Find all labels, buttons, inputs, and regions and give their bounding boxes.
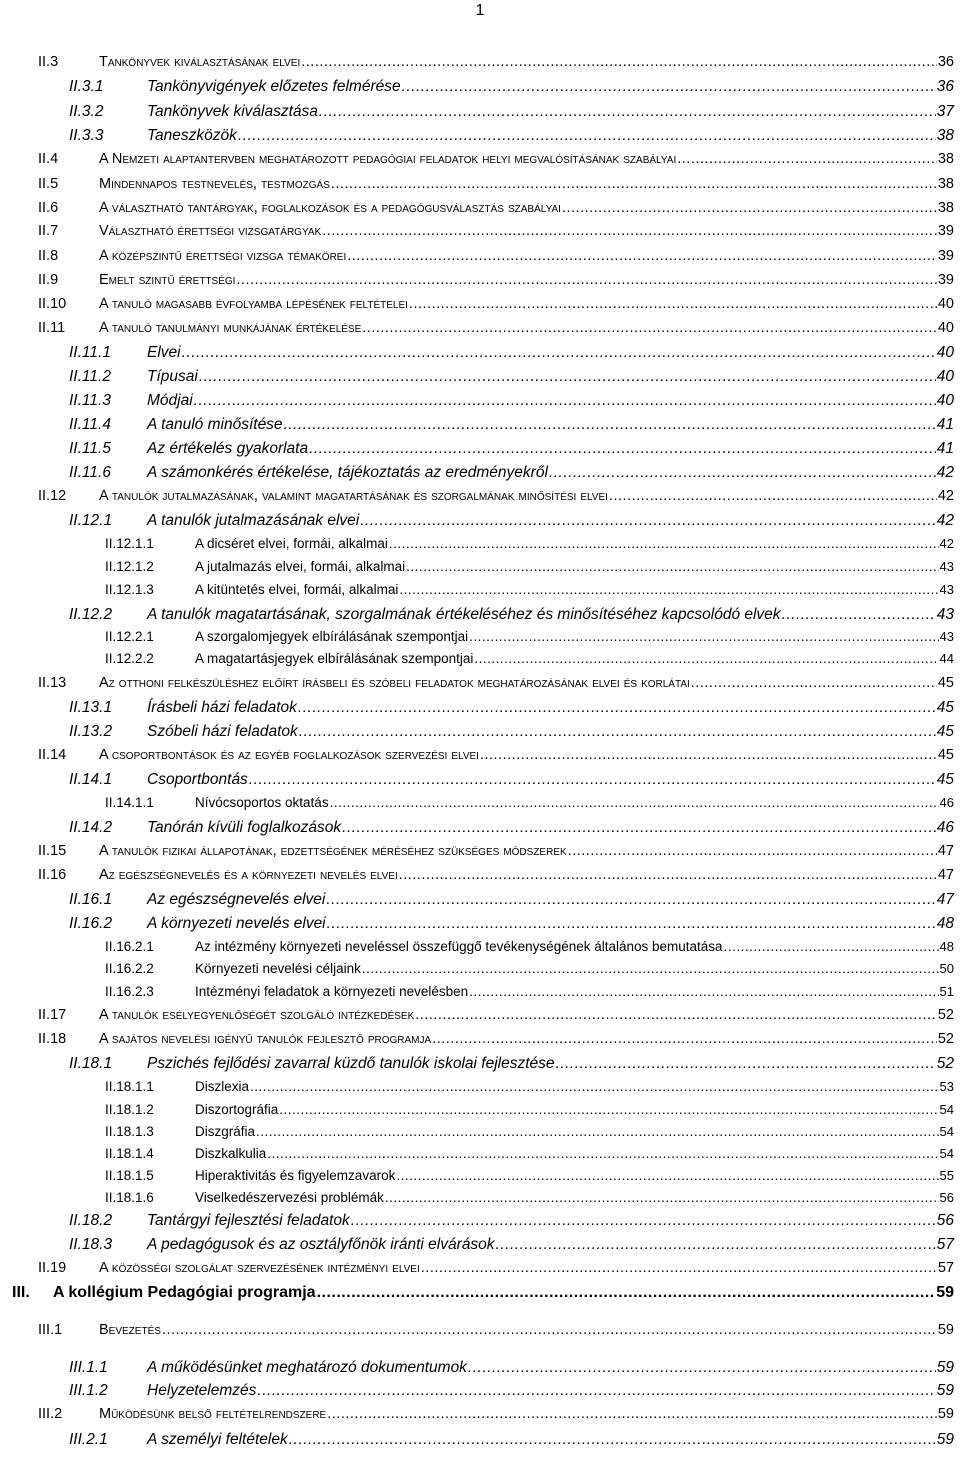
toc-entry-number: II.13.2	[69, 723, 113, 740]
toc-entry-title: Működésünk belső feltételrendszere	[99, 1406, 327, 1422]
toc-entry-number: II.12.2.2	[105, 651, 154, 666]
toc-dot-leader	[469, 984, 938, 999]
toc-entry-page: 43	[939, 582, 954, 597]
toc-entry[interactable]	[38, 200, 954, 216]
toc-dot-leader	[362, 320, 937, 336]
toc-entry-number: II.18	[38, 1031, 67, 1047]
toc-dot-leader	[256, 1124, 939, 1139]
toc-entry-number: II.14.1.1	[105, 795, 154, 810]
toc-entry-page: 59	[936, 1382, 954, 1399]
toc-entry-page: 42	[937, 488, 954, 504]
toc-entry-page: 48	[936, 915, 954, 932]
toc-entry-page: 42	[936, 464, 954, 481]
toc-dot-leader	[432, 1031, 937, 1047]
toc-entry-number: II.18.3	[69, 1236, 113, 1253]
toc-dot-leader	[250, 1079, 939, 1094]
toc-entry[interactable]	[69, 127, 954, 145]
toc-entry-page: 45	[936, 723, 954, 740]
toc-entry-page: 42	[936, 512, 954, 529]
toc-entry-title: A környezeti nevelés elvei	[147, 915, 326, 932]
toc-entry[interactable]	[69, 464, 954, 482]
toc-dot-leader	[609, 488, 937, 504]
toc-entry[interactable]	[38, 54, 954, 70]
toc-entry-page: 55	[939, 1168, 954, 1183]
toc-entry[interactable]	[105, 1146, 954, 1161]
toc-entry-title: A tanuló minősítése	[147, 416, 283, 433]
toc-entry-title: A személyi feltételek	[147, 1431, 288, 1448]
toc-entry[interactable]	[105, 1124, 954, 1139]
toc-dot-leader	[327, 915, 936, 933]
toc-entry-number: II.18.1.6	[105, 1190, 154, 1205]
toc-entry[interactable]	[105, 961, 954, 976]
toc-entry-number: II.16	[38, 867, 67, 883]
toc-dot-leader	[327, 1406, 937, 1422]
toc-entry[interactable]	[105, 1168, 954, 1183]
toc-entry-title: A szorgalomjegyek elbírálásának szempontjai	[195, 629, 469, 644]
toc-entry[interactable]	[38, 296, 954, 312]
toc-entry-page: 56	[936, 1212, 954, 1229]
toc-dot-leader	[319, 103, 936, 121]
toc-entry-page: 40	[937, 320, 954, 336]
toc-entry-title: A tanulók magatartásának, szorgalmának értékeléséhez és minősítéséhez kapcsolódó elvek	[147, 606, 781, 623]
toc-dot-leader	[385, 1190, 939, 1205]
toc-entry-number: II.14.1	[69, 771, 113, 788]
toc-entry-number: II.3.2	[69, 103, 104, 120]
toc-entry-number: II.11.3	[69, 392, 111, 409]
toc-entry[interactable]	[105, 1102, 954, 1117]
toc-dot-leader	[182, 344, 936, 362]
toc-entry[interactable]	[38, 1322, 954, 1338]
toc-entry-title: A csoportbontások és az egyéb foglalkozások szervezési elvei	[99, 747, 479, 763]
toc-entry-number: III.	[12, 1284, 30, 1301]
toc-dot-leader	[238, 127, 936, 145]
toc-entry-title: Az intézmény környezeti neveléssel összefüggő tevékenységének általános bemutatása	[195, 939, 723, 954]
toc-entry-page: 45	[936, 771, 954, 788]
toc-entry-title: Intézményi feladatok a környezeti nevelésben	[195, 984, 469, 999]
toc-entry-page: 54	[939, 1146, 954, 1161]
toc-entry[interactable]	[38, 843, 954, 859]
toc-entry-title: A tanuló magasabb évfolyamba lépésének feltételei	[99, 296, 408, 312]
toc-entry-number: II.18.1	[69, 1055, 113, 1072]
toc-entry-number: II.11.6	[69, 464, 111, 481]
toc-entry-title: Tankönyvigények előzetes felmérése	[147, 78, 401, 95]
toc-entry[interactable]	[105, 795, 954, 810]
toc-entry[interactable]	[105, 1079, 954, 1094]
toc-entry-title: A jutalmazás elvei, formái, alkalmai	[195, 559, 406, 574]
toc-entry-number: II.7	[38, 223, 59, 239]
toc-entry-page: 43	[939, 629, 954, 644]
toc-entry-page: 40	[936, 344, 954, 361]
toc-entry[interactable]	[69, 344, 954, 362]
toc-entry-number: III.2.1	[69, 1431, 108, 1448]
toc-entry[interactable]	[38, 272, 954, 288]
toc-dot-leader	[469, 629, 938, 644]
toc-entry-page: 40	[937, 296, 954, 312]
toc-entry-title: A számonkérés értékelése, tájékoztatás az eredményekről	[147, 464, 548, 481]
toc-dot-leader	[399, 867, 937, 883]
toc-dot-leader	[406, 559, 938, 574]
toc-entry-title: Írásbeli házi feladatok	[147, 699, 297, 716]
toc-dot-leader	[289, 1431, 936, 1449]
toc-entry-number: II.5	[38, 176, 59, 192]
toc-entry[interactable]	[38, 1031, 954, 1047]
toc-entry[interactable]	[69, 440, 954, 458]
toc-entry-number: II.18.1.2	[105, 1102, 154, 1117]
toc-dot-leader	[782, 606, 936, 624]
toc-entry-page: 52	[936, 1055, 954, 1072]
toc-entry-title: Diszgráfia	[195, 1124, 256, 1139]
toc-entry-page: 51	[939, 984, 954, 999]
toc-entry[interactable]	[12, 1284, 954, 1302]
toc-entry-page: 40	[936, 368, 954, 385]
toc-dot-leader	[301, 54, 937, 70]
toc-entry[interactable]	[38, 675, 954, 691]
toc-entry-page: 47	[937, 843, 954, 859]
toc-entry[interactable]	[38, 867, 954, 883]
toc-entry-title: A Nemzeti alaptantervben meghatározott pedagógiai feladatok helyi megvalósításának szabályai	[99, 151, 677, 167]
toc-entry-title: Az egészségnevelés elvei	[147, 891, 326, 908]
toc-entry-number: II.18.2	[69, 1212, 113, 1229]
toc-dot-leader	[362, 961, 939, 976]
toc-entry[interactable]	[69, 392, 954, 410]
toc-dot-leader	[402, 78, 936, 96]
toc-entry-number: II.8	[38, 248, 59, 264]
toc-entry-number: III.2	[38, 1406, 63, 1422]
toc-entry-title: Típusai	[147, 368, 198, 385]
toc-entry[interactable]	[38, 151, 954, 167]
toc-entry-number: II.12.1.3	[105, 582, 154, 597]
toc-entry[interactable]	[69, 416, 954, 434]
toc-entry[interactable]	[38, 747, 954, 763]
toc-entry-title: A kitüntetés elvei, formái, alkalmai	[195, 582, 399, 597]
toc-entry-page: 39	[937, 248, 954, 264]
toc-entry-number: II.15	[38, 843, 67, 859]
toc-entry-title: Szóbeli házi feladatok	[147, 723, 298, 740]
toc-dot-leader	[351, 1212, 936, 1230]
toc-entry-number: II.3	[38, 54, 59, 70]
toc-entry-page: 54	[939, 1124, 954, 1139]
toc-entry-number: II.16.2	[69, 915, 113, 932]
toc-entry-number: II.11.5	[69, 440, 111, 457]
toc-entry-page: 39	[937, 272, 954, 288]
toc-entry-title: A középszintű érettségi vizsga témakörei	[99, 248, 347, 264]
toc-entry-title: A működésünket meghatározó dokumentumok	[147, 1359, 467, 1376]
toc-entry-page: 45	[937, 747, 954, 763]
toc-entry-number: II.13	[38, 675, 67, 691]
toc-entry-number: III.1.1	[69, 1359, 108, 1376]
toc-entry-page: 38	[937, 200, 954, 216]
toc-dot-leader	[677, 151, 937, 167]
toc-entry-title: Tanórán kívüli foglalkozások	[147, 819, 342, 836]
toc-entry-number: II.11.1	[69, 344, 111, 361]
toc-entry-number: II.10	[38, 296, 67, 312]
toc-entry-title: Hiperaktivitás és figyelemzavarok	[195, 1168, 396, 1183]
toc-entry-page: 59	[937, 1406, 954, 1422]
toc-entry-page: 43	[939, 559, 954, 574]
toc-dot-leader	[347, 248, 937, 264]
toc-entry[interactable]	[38, 1007, 954, 1023]
toc-dot-leader	[309, 440, 936, 458]
toc-entry[interactable]	[69, 771, 954, 789]
toc-dot-leader	[199, 368, 936, 386]
toc-entry[interactable]	[105, 559, 954, 574]
toc-dot-leader	[409, 296, 937, 312]
toc-entry[interactable]	[69, 78, 954, 96]
toc-entry-page: 42	[939, 536, 954, 551]
toc-dot-leader	[724, 939, 939, 954]
toc-dot-leader	[568, 843, 937, 859]
toc-entry-title: A tanulók jutalmazásának, valamint magatartásának és szorgalmának minősítési elvei	[99, 488, 608, 504]
toc-entry[interactable]	[105, 651, 954, 666]
toc-entry-page: 41	[936, 416, 954, 433]
toc-dot-leader	[474, 651, 938, 666]
toc-entry-title: Viselkedészervezési problémák	[195, 1190, 384, 1205]
toc-dot-leader	[298, 699, 936, 717]
toc-entry-page: 59	[936, 1359, 954, 1376]
toc-entry-title: Nívócsoportos oktatás	[195, 795, 329, 810]
toc-entry-page: 46	[936, 819, 954, 836]
toc-entry-page: 53	[939, 1079, 954, 1094]
toc-entry-page: 57	[936, 1236, 954, 1253]
toc-entry[interactable]	[69, 1359, 954, 1377]
toc-entry-page: 38	[937, 176, 954, 192]
toc-entry[interactable]	[105, 629, 954, 644]
toc-dot-leader	[496, 1236, 936, 1254]
toc-entry[interactable]	[38, 488, 954, 504]
toc-entry-page: 50	[939, 961, 954, 976]
toc-dot-leader	[421, 1260, 937, 1276]
toc-entry-page: 56	[939, 1190, 954, 1205]
toc-entry-page: 45	[937, 675, 954, 691]
toc-dot-leader	[284, 416, 936, 434]
toc-dot-leader	[162, 1322, 937, 1338]
toc-dot-leader	[389, 536, 939, 551]
toc-entry[interactable]	[38, 320, 954, 336]
toc-dot-leader	[279, 1102, 938, 1117]
toc-entry-page: 39	[937, 223, 954, 239]
toc-entry-title: A dicséret elvei, formái, alkalmai	[195, 536, 388, 551]
toc-dot-leader	[267, 1146, 938, 1161]
toc-entry-number: II.18.1.1	[105, 1079, 154, 1094]
toc-dot-leader	[322, 223, 937, 239]
toc-entry-page: 38	[937, 151, 954, 167]
toc-entry-number: II.9	[38, 272, 59, 288]
toc-entry[interactable]	[38, 1406, 954, 1422]
toc-entry[interactable]	[69, 1212, 954, 1230]
toc-entry-number: II.3.1	[69, 78, 104, 95]
toc-entry-number: II.19	[38, 1260, 67, 1276]
toc-entry[interactable]	[69, 368, 954, 386]
toc-dot-leader	[556, 1055, 936, 1073]
toc-entry[interactable]	[105, 939, 954, 954]
toc-entry-title: A tanulók esélyegyenlőségét szolgáló intézkedések	[99, 1007, 415, 1023]
toc-entry[interactable]	[105, 1190, 954, 1205]
toc-entry-title: Csoportbontás	[147, 771, 248, 788]
toc-entry-title: A tanuló tanulmányi munkájának értékelése	[99, 320, 362, 336]
toc-entry-page: 46	[939, 795, 954, 810]
toc-entry-number: II.13.1	[69, 699, 113, 716]
toc-entry-title: Helyzetelemzés	[147, 1382, 257, 1399]
toc-entry-number: III.1.2	[69, 1382, 108, 1399]
toc-entry-title: A magatartásjegyek elbírálásának szempontjai	[195, 651, 474, 666]
toc-entry-title: A sajátos nevelési igényű tanulók fejlesztő programja	[99, 1031, 432, 1047]
toc-dot-leader	[194, 392, 936, 410]
toc-entry-number: II.14.2	[69, 819, 113, 836]
toc-entry[interactable]	[69, 1382, 954, 1400]
toc-entry-title: Bevezetés	[99, 1322, 161, 1338]
toc-entry[interactable]	[105, 536, 954, 551]
toc-entry-number: II.16.2.3	[105, 984, 154, 999]
toc-entry[interactable]	[105, 582, 954, 597]
toc-dot-leader	[549, 464, 936, 482]
toc-entry-page: 38	[936, 127, 954, 144]
toc-entry[interactable]	[69, 723, 954, 741]
toc-dot-leader	[317, 1284, 936, 1302]
toc-entry-title: A kollégium Pedagógiai programja	[53, 1284, 316, 1301]
toc-entry-title: Diszlexia	[195, 1079, 250, 1094]
toc-entry-number: III.1	[38, 1322, 63, 1338]
toc-entry-number: II.3.3	[69, 127, 104, 144]
toc-entry-title: Pszichés fejlődési zavarral küzdő tanulók iskolai fejlesztése	[147, 1055, 555, 1072]
toc-entry-number: II.6	[38, 200, 59, 216]
toc-entry-page: 54	[939, 1102, 954, 1117]
toc-entry-page: 37	[936, 103, 954, 120]
toc-dot-leader	[468, 1359, 936, 1377]
toc-entry-number: II.11.4	[69, 416, 111, 433]
toc-entry[interactable]	[69, 1055, 954, 1073]
toc-entry[interactable]	[69, 891, 954, 909]
toc-dot-leader	[249, 771, 936, 789]
toc-entry-page: 47	[937, 867, 954, 883]
toc-entry-number: II.12.1	[69, 512, 113, 529]
page-number: 1	[475, 2, 485, 19]
toc-entry-title: Az egészségnevelés és a környezeti nevelés elvei	[99, 867, 398, 883]
toc-entry-page: 57	[937, 1260, 954, 1276]
toc-entry-number: II.16.1	[69, 891, 113, 908]
toc-entry[interactable]	[69, 103, 954, 121]
toc-entry-page: 52	[937, 1031, 954, 1047]
toc-entry-title: A közösségi szolgálat szervezésének intézményi elvei	[99, 1260, 420, 1276]
toc-entry[interactable]	[38, 1260, 954, 1276]
toc-entry-page: 52	[937, 1007, 954, 1023]
toc-entry[interactable]	[38, 223, 954, 239]
toc-entry-title: Környezeti nevelési céljaink	[195, 961, 361, 976]
toc-entry-title: Elvei	[147, 344, 181, 361]
toc-dot-leader	[299, 723, 936, 741]
toc-dot-leader	[330, 795, 939, 810]
toc-dot-leader	[399, 582, 938, 597]
toc-entry-number: II.18.1.3	[105, 1124, 154, 1139]
toc-entry-number: II.16.2.2	[105, 961, 154, 976]
toc-entry-title: A pedagógusok és az osztályfőnök iránti elvárások	[147, 1236, 495, 1253]
toc-entry-number: II.12.1.1	[105, 536, 154, 551]
toc-dot-leader	[257, 1382, 935, 1400]
toc-dot-leader	[480, 747, 937, 763]
toc-entry-title: Taneszközök	[147, 127, 237, 144]
toc-entry-number: II.12.2.1	[105, 629, 154, 644]
toc-entry-title: A tanulók jutalmazásának elvei	[147, 512, 360, 529]
toc-dot-leader	[415, 1007, 937, 1023]
toc-entry-number: II.14	[38, 747, 67, 763]
toc-dot-leader	[691, 675, 937, 691]
toc-entry-title: Választható érettségi vizsgatárgyak	[99, 223, 322, 239]
toc-entry-title: Módjai	[147, 392, 193, 409]
toc-entry-page: 45	[936, 699, 954, 716]
toc-entry[interactable]	[69, 699, 954, 717]
toc-entry-title: Emelt szintű érettségi	[99, 272, 236, 288]
toc-entry-page: 44	[939, 651, 954, 666]
toc-entry-number: II.16.2.1	[105, 939, 154, 954]
toc-entry[interactable]	[69, 1431, 954, 1449]
toc-entry[interactable]	[69, 819, 954, 837]
toc-entry-number: II.12.1.2	[105, 559, 154, 574]
toc-entry-page: 48	[939, 939, 954, 954]
toc-entry[interactable]	[69, 512, 954, 530]
toc-entry-number: II.4	[38, 151, 59, 167]
toc-dot-leader	[342, 819, 936, 837]
toc-dot-leader	[360, 512, 936, 530]
toc-entry-page: 59	[936, 1431, 954, 1448]
toc-entry-title: Tantárgyi fejlesztési feladatok	[147, 1212, 350, 1229]
toc-dot-leader	[326, 891, 935, 909]
toc-entry-title: Mindennapos testnevelés, testmozgás	[99, 176, 330, 192]
toc-entry-page: 36	[936, 78, 954, 95]
toc-entry-number: II.18.1.5	[105, 1168, 154, 1183]
toc-entry-number: II.12.2	[69, 606, 113, 623]
toc-entry-page: 41	[936, 440, 954, 457]
toc-entry-number: II.17	[38, 1007, 67, 1023]
toc-entry-page: 59	[937, 1322, 954, 1338]
toc-entry-title: Tankönyvek kiválasztásának elvei	[99, 54, 301, 70]
toc-entry-number: II.11	[38, 320, 66, 336]
toc-entry-title: A tanulók fizikai állapotának, edzettségének méréséhez szükséges módszerek	[99, 843, 567, 859]
toc-entry[interactable]	[105, 984, 954, 999]
toc-dot-leader	[236, 272, 936, 288]
toc-entry-page: 40	[936, 392, 954, 409]
toc-entry-page: 59	[936, 1284, 954, 1301]
toc-entry-page: 47	[936, 891, 954, 908]
toc-dot-leader	[396, 1168, 938, 1183]
toc-entry[interactable]	[38, 248, 954, 264]
toc-entry[interactable]	[38, 176, 954, 192]
toc-entry-title: Diszortográfia	[195, 1102, 279, 1117]
toc-entry-number: II.11.2	[69, 368, 111, 385]
toc-dot-leader	[331, 176, 937, 192]
toc-entry-title: Az értékelés gyakorlata	[147, 440, 309, 457]
toc-entry-title: Diszkalkulia	[195, 1146, 267, 1161]
toc-entry-number: II.18.1.4	[105, 1146, 154, 1161]
toc-entry[interactable]	[69, 1236, 954, 1254]
toc-dot-leader	[562, 200, 937, 216]
toc-entry[interactable]	[69, 915, 954, 933]
toc-entry-page: 43	[936, 606, 954, 623]
toc-entry[interactable]	[69, 606, 954, 624]
toc-entry-number: II.12	[38, 488, 67, 504]
toc-entry-title: A választható tantárgyak, foglalkozások és a pedagógusválasztás szabályai	[99, 200, 561, 216]
toc-entry-title: Tankönyvek kiválasztása	[147, 103, 318, 120]
toc-entry-page: 36	[937, 54, 954, 70]
toc-entry-title: Az otthoni felkészüléshez előírt írásbeli és szóbeli feladatok meghatározásának elvei és korlátai	[99, 675, 690, 691]
